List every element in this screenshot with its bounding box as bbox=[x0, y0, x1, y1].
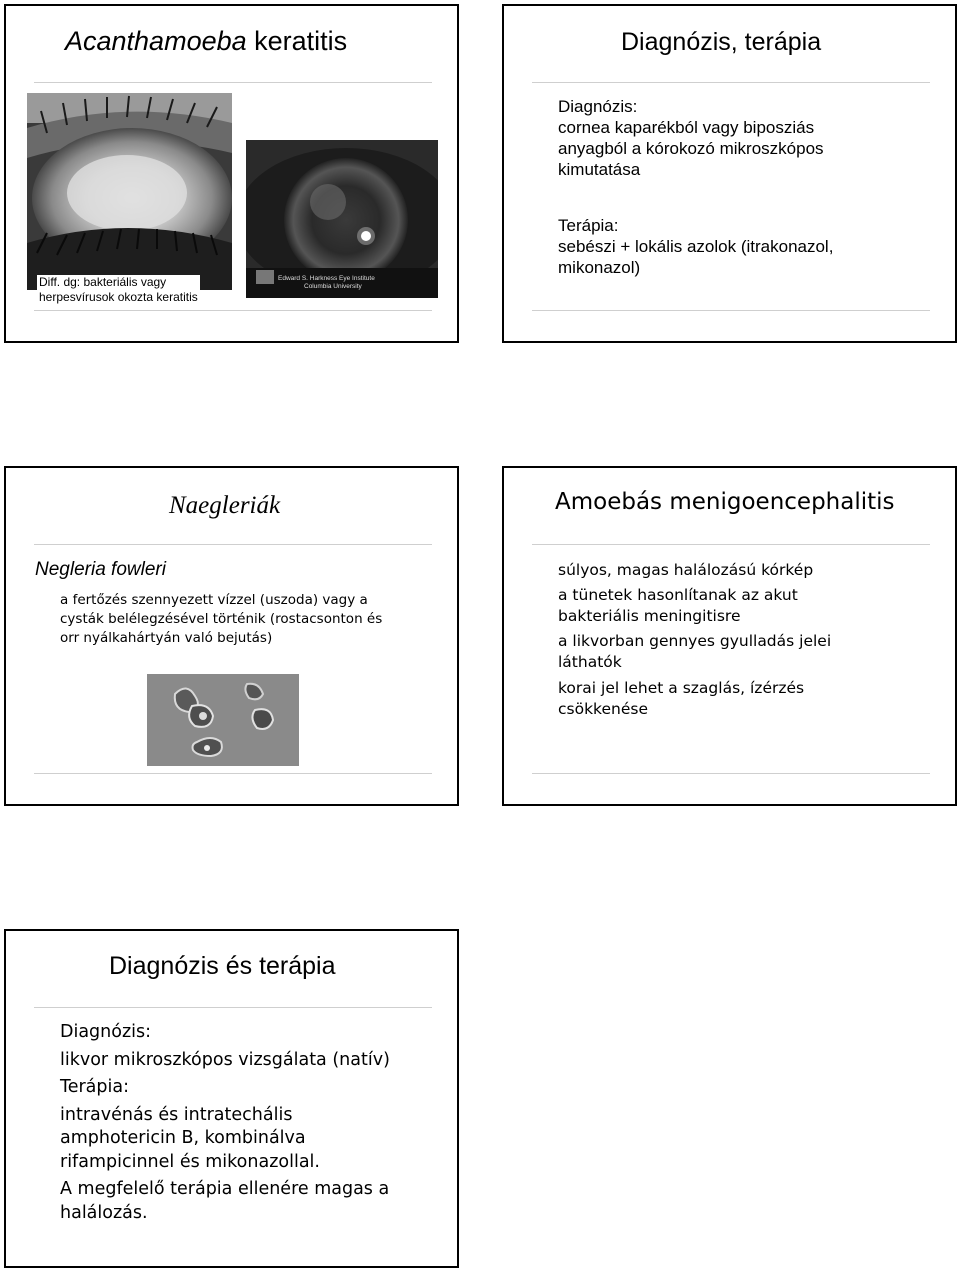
symptom-item-3 bbox=[558, 631, 831, 673]
title-divider bbox=[34, 82, 432, 83]
symptom-item-3-line-2: láthatók bbox=[558, 653, 622, 671]
therapy-label: Terápia: bbox=[558, 216, 619, 235]
prognosis-line-2: halálozás. bbox=[60, 1202, 148, 1223]
diagnosis-text: likvor mikroszkópos vizsgálata (natív) bbox=[60, 1049, 390, 1070]
slide-diagnosis-therapy bbox=[502, 4, 957, 343]
therapy-line-1: sebészi + lokális azolok (itrakonazol, bbox=[558, 237, 834, 256]
slide-title bbox=[65, 26, 347, 57]
therapy-line-3: rifampicinnel és mikonazollal. bbox=[60, 1151, 320, 1172]
slide-meningoencephalitis bbox=[502, 466, 957, 806]
title-rest: keratitis bbox=[246, 26, 348, 56]
symptom-item-2-line-2: bakteriális meningitisre bbox=[558, 607, 741, 625]
symptom-item-3-line-1: a likvorban gennyes gyulladás jelei bbox=[558, 632, 832, 650]
symptom-item-2 bbox=[558, 585, 798, 627]
title-divider bbox=[532, 82, 930, 83]
slide-title: Amoebás menigoencephalitis bbox=[555, 489, 895, 515]
institute-watermark-line-2: Columbia University bbox=[304, 283, 362, 290]
title-genus: Acanthamoeba bbox=[65, 26, 247, 56]
diagnosis-line-2: anyagból a kórokozó mikroszkópos bbox=[558, 139, 824, 158]
therapy-line-2: mikonazol) bbox=[558, 258, 641, 277]
diagnosis-label: Diagnózis: bbox=[60, 1022, 152, 1042]
slide-title: Naegleriák bbox=[169, 492, 281, 519]
diagnosis-label: Diagnózis: bbox=[558, 97, 638, 116]
slide-title: Diagnózis, terápia bbox=[621, 28, 822, 56]
footer-divider bbox=[532, 310, 930, 311]
slide-diagnosis-and-therapy bbox=[4, 929, 459, 1268]
prognosis-line-1: A megfelelő terápia ellenére magas a bbox=[60, 1179, 390, 1199]
diagnosis-line-3: kimutatása bbox=[558, 160, 641, 179]
title-divider bbox=[532, 544, 930, 545]
eye-photo-2-graphic bbox=[246, 140, 438, 298]
summary-block bbox=[60, 1021, 390, 1225]
therapy-block bbox=[558, 215, 833, 278]
diagnosis-line-1: cornea kaparékból vagy biposziás bbox=[558, 118, 815, 137]
therapy-line-2: amphotericin B, kombinálva bbox=[60, 1128, 306, 1148]
transmission-line-2: cysták belélegzésével történik (rostacsonton és bbox=[60, 611, 383, 627]
diagnosis-block bbox=[558, 96, 824, 180]
symptom-item-1-line-1: súlyos, magas halálozású kórkép bbox=[558, 561, 814, 579]
transmission-line-3: orr nyálkahártyán való bejutás) bbox=[60, 630, 273, 646]
symptom-item-4-line-1: korai jel lehet a szaglás, ízérzés bbox=[558, 679, 805, 697]
eye-photo-1-graphic bbox=[27, 93, 232, 290]
slide-title: Diagnózis és terápia bbox=[109, 952, 336, 980]
institute-watermark-line-1: Edward S. Harkness Eye Institute bbox=[278, 275, 375, 282]
eye-photo-2 bbox=[246, 140, 438, 298]
symptom-item-1 bbox=[558, 560, 813, 581]
slide-naegleria bbox=[4, 466, 459, 806]
slide-acanthamoeba-keratitis bbox=[4, 4, 459, 343]
caption-line-2: herpesvírusok okozta keratitis bbox=[39, 290, 198, 304]
eye-photo-1 bbox=[27, 93, 232, 290]
symptom-item-2-line-1: a tünetek hasonlítanak az akut bbox=[558, 586, 798, 604]
therapy-line-1: intravénás és intratechális bbox=[60, 1104, 293, 1125]
footer-divider bbox=[34, 773, 432, 774]
symptom-item-4 bbox=[558, 678, 804, 720]
symptom-item-4-line-2: csökkenése bbox=[558, 700, 648, 718]
naegleria-micrograph bbox=[147, 674, 299, 766]
transmission-line-1: a fertőzés szennyezett vízzel (uszoda) vagy a bbox=[60, 592, 368, 608]
footer-divider bbox=[34, 310, 432, 311]
footer-divider bbox=[532, 773, 930, 774]
title-divider bbox=[34, 544, 432, 545]
micrograph-graphic bbox=[147, 674, 299, 766]
therapy-label: Terápia: bbox=[60, 1077, 129, 1097]
species-name: Negleria fowleri bbox=[35, 559, 166, 580]
transmission-text bbox=[60, 591, 382, 648]
photo-caption bbox=[37, 275, 200, 305]
caption-line-1: Diff. dg: bakteriális vagy bbox=[39, 275, 167, 289]
title-divider bbox=[34, 1007, 432, 1008]
